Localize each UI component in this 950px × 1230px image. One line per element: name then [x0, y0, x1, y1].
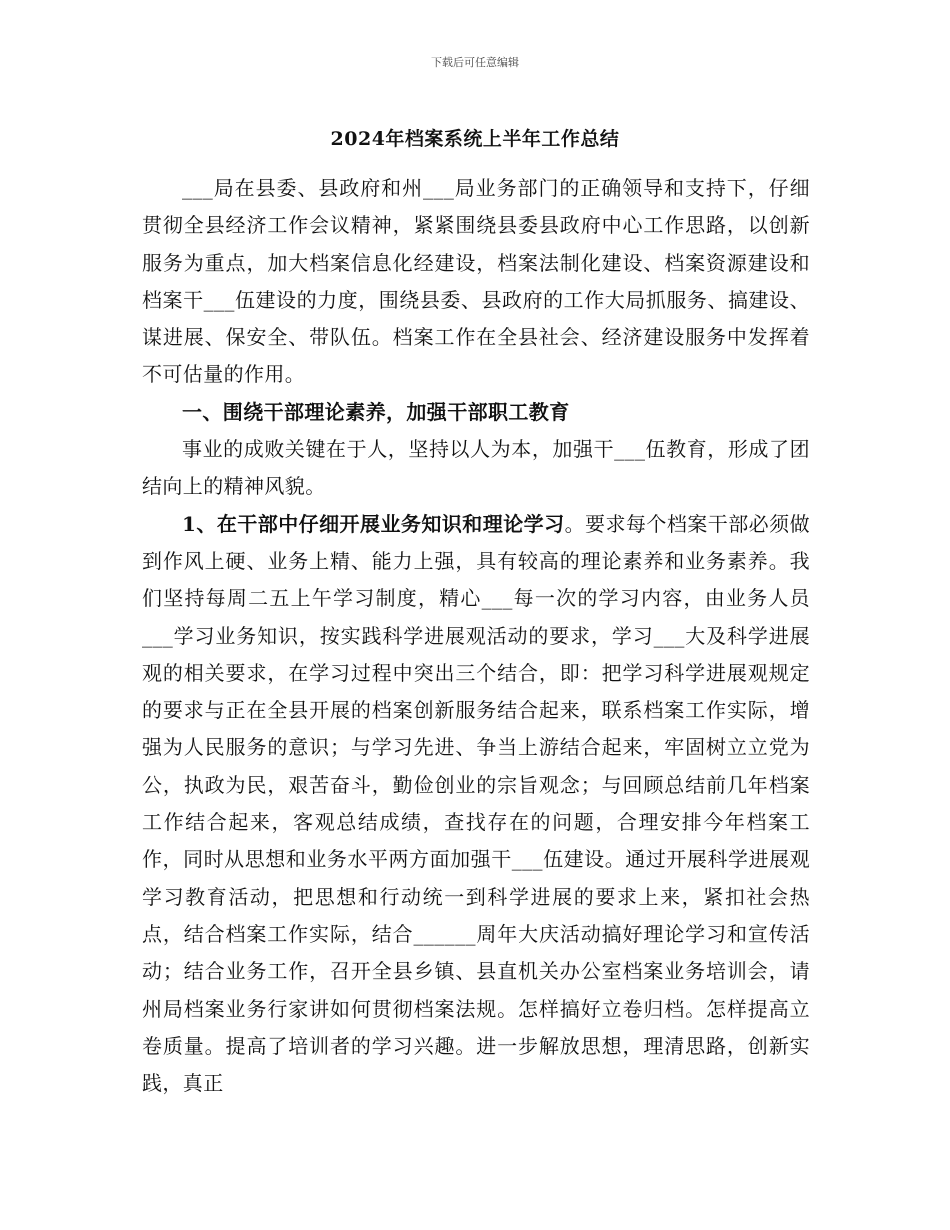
subsection-lead: 1、在干部中仔细开展业务知识和理论学习 — [182, 511, 565, 536]
section-paragraph: 事业的成败关键在于人，坚持以人为本，加强干___伍教育，形成了团结向上的精神风貌。 — [142, 437, 810, 499]
document-body — [142, 170, 810, 1102]
intro-paragraph: ___局在县委、县政府和州___局业务部门的正确领导和支持下，仔细贯彻全县经济工作会议精神，紧紧围绕县委县政府中心工作思路，以创新服务为重点，加大档案信息化经建设，档案法制化建设、档案资源建设和档案干___伍建设的力度，围绕县委、县政府的工作大局抓服务、搞建设、谋进展、保安全、带队伍。档案工作在全县社会、经济建设服务中发挥着不可估量的作用。 — [142, 176, 810, 387]
section-heading: 一、围绕干部理论素养，加强干部职工教育 — [182, 399, 570, 424]
subsection-paragraph — [142, 506, 810, 1103]
document-title: 2024年档案系统上半年工作总结 — [330, 128, 620, 150]
header-note: 下载后可任意编辑 — [431, 56, 519, 69]
subsection-text: 。要求每个档案干部必须做到作风上硬、业务上精、能力上强，具有较高的理论素养和业务素养。我们坚持每周二五上午学习制度，精心___每一次的学习内容，由业务人员___学习业务知识，按实践科学进展观活动的要求，学习___大及科学进展观的相关要求，在学习过程中突出三个结合，即：把学习科学进展观规定的要求与正在全县开展的档案创新服务结合起来，联系档案工作实际，增强为人民服务的意识；与学习先进、争当上游结合起来，牢固树立立党为公，执政为民，艰苦奋斗，勤俭创业的宗旨观念；与回顾总结前几年档案工作结合起来，客观总结成绩，查找存在的问题，合理安排今年档案工作，同时从思想和业务水平两方面加强干___伍建设。通过开展科学进展观学习教育活动，把思想和行动统一到科学进展的要求上来，紧扣社会热点，结合档案工作实际，结合______周年大庆活动搞好理论学习和宣传活动；结合业务工作，召开全县乡镇、县直机关办公室档案业务培训会，请州局档案业务行家讲如何贯彻档案法规。怎样搞好立卷归档。怎样提高立卷质量。提高了培训者的学习兴趣。进一步解放思想，理清思路，创新实践，真正 — [142, 511, 810, 1096]
